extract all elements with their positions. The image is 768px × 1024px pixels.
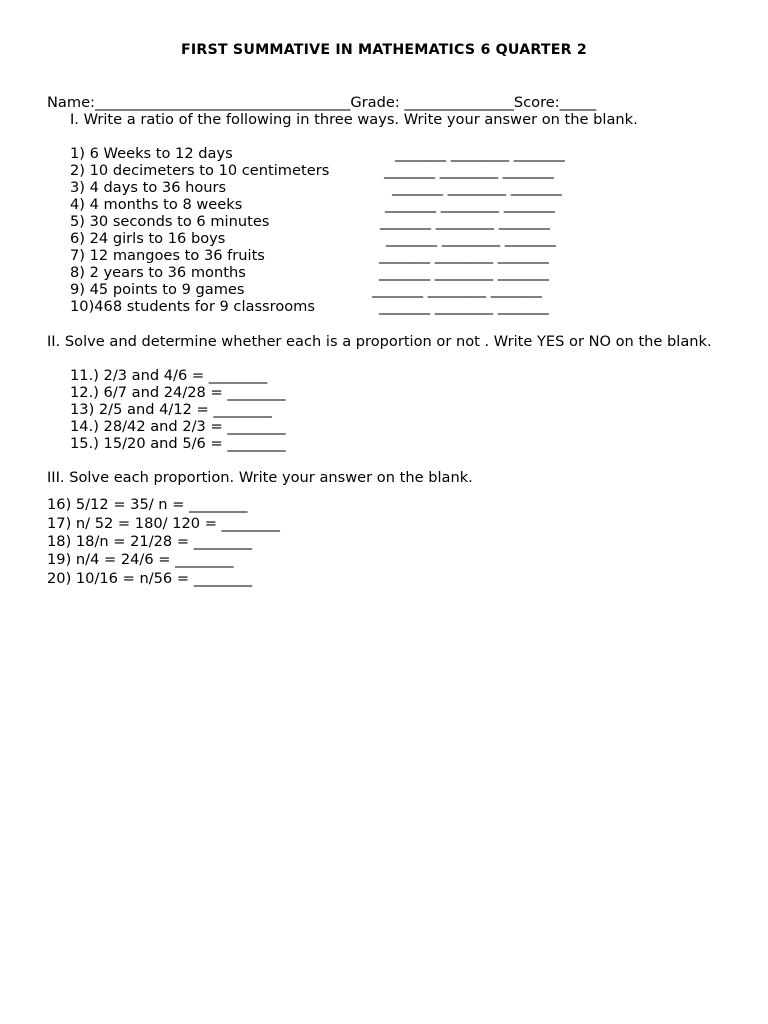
part1-item-4-blanks: _______ ________ _______ — [385, 196, 555, 213]
part1-item-9: 9) 45 points to 9 games — [70, 281, 245, 298]
part1-instruction: I. Write a ratio of the following in three ways. Write your answer on the blank. — [70, 111, 638, 128]
part1-item-6-blanks: _______ ________ _______ — [386, 230, 556, 247]
part2-item-11: 11.) 2/3 and 4/6 = ________ — [70, 367, 268, 384]
part1-item-7: 7) 12 mangoes to 36 fruits — [70, 247, 265, 264]
part1-item-2: 2) 10 decimeters to 10 centimeters — [70, 162, 330, 179]
part3-instruction: III. Solve each proportion. Write your answer on the blank. — [47, 469, 473, 486]
part2-item-12: 12.) 6/7 and 24/28 = ________ — [70, 384, 286, 401]
part3-item-17: 17) n/ 52 = 180/ 120 = ________ — [47, 515, 280, 532]
part2-item-13: 13) 2/5 and 4/12 = ________ — [70, 401, 272, 418]
part2-item-14: 14.) 28/42 and 2/3 = ________ — [70, 418, 286, 435]
part1-item-5-blanks: _______ ________ _______ — [380, 213, 550, 230]
part1-item-3-blanks: _______ ________ _______ — [392, 179, 562, 196]
part1-item-2-blanks: _______ ________ _______ — [384, 162, 554, 179]
part1-item-1: 1) 6 Weeks to 12 days — [70, 145, 233, 162]
part1-item-4: 4) 4 months to 8 weeks — [70, 196, 243, 213]
part2-instruction: II. Solve and determine whether each is a proportion or not . Write YES or NO on the blank. — [47, 333, 712, 350]
part1-item-5: 5) 30 seconds to 6 minutes — [70, 213, 270, 230]
part2-item-15: 15.) 15/20 and 5/6 = ________ — [70, 435, 286, 452]
part3-item-18: 18) 18/n = 21/28 = ________ — [47, 533, 253, 550]
part3-item-19: 19) n/4 = 24/6 = ________ — [47, 551, 234, 568]
part1-item-6: 6) 24 girls to 16 boys — [70, 230, 226, 247]
part1-item-3: 3) 4 days to 36 hours — [70, 179, 227, 196]
part3-item-16: 16) 5/12 = 35/ n = ________ — [47, 496, 248, 513]
part1-item-10-blanks: _______ ________ _______ — [379, 298, 549, 315]
name-grade-score-line: Name:___________________________________Grade: _______________Score:_____ — [47, 94, 597, 111]
part3-item-20: 20) 10/16 = n/56 = ________ — [47, 570, 253, 587]
part1-item-8-blanks: _______ ________ _______ — [379, 264, 549, 281]
worksheet-title: FIRST SUMMATIVE IN MATHEMATICS 6 QUARTER 2 — [181, 42, 587, 58]
part1-item-10: 10)468 students for 9 classrooms — [70, 298, 316, 315]
part1-item-7-blanks: _______ ________ _______ — [379, 247, 549, 264]
part1-item-9-blanks: _______ ________ _______ — [372, 281, 542, 298]
part1-item-8: 8) 2 years to 36 months — [70, 264, 246, 281]
part1-item-1-blanks: _______ ________ _______ — [395, 145, 565, 162]
